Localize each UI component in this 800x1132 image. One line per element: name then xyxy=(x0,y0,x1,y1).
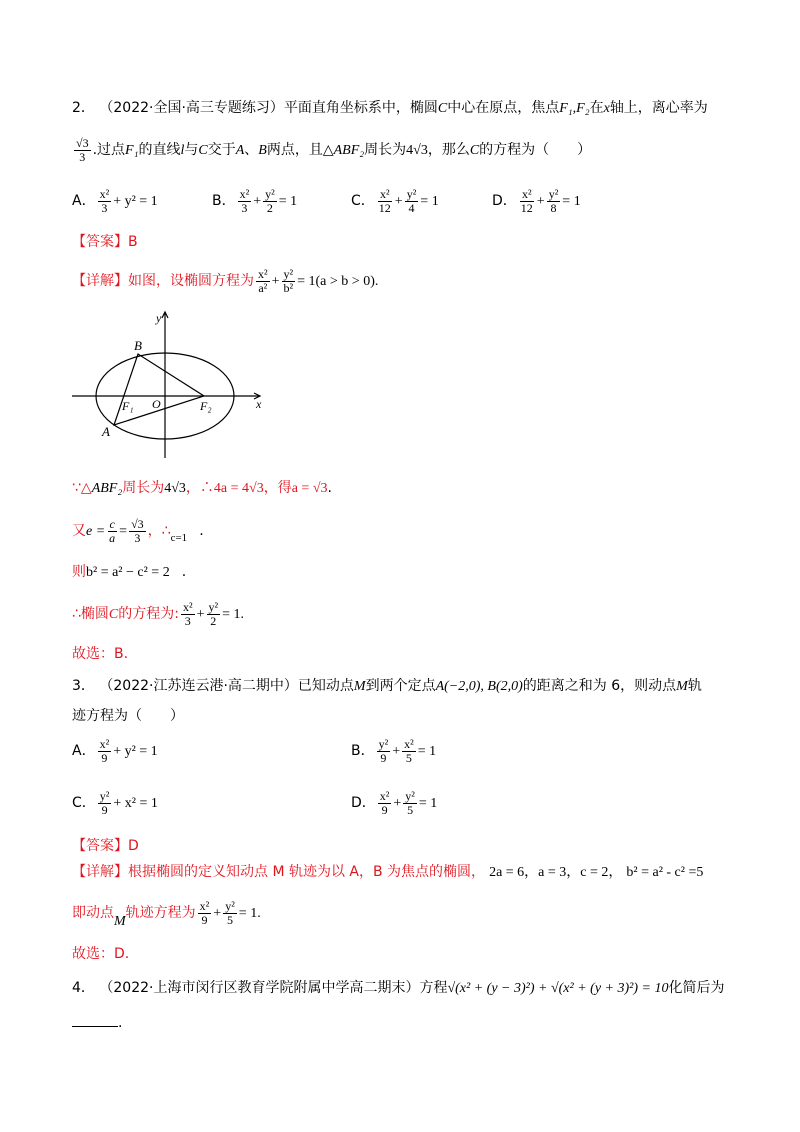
q2-step4: ∴椭圆C的方程为: $\frac{\text{x²}}{3}$ + $\frac{\text{y²}}{2}$ = 1. xyxy=(72,599,245,628)
math-var: F₁,F₂ xyxy=(559,101,590,116)
ellipse-figure xyxy=(72,308,272,468)
math-var: F₁ xyxy=(125,143,139,158)
math-var: x xyxy=(603,101,610,116)
math-var: C xyxy=(198,143,208,158)
q4-stem-line2: . xyxy=(72,1012,122,1033)
label-f1: F₁ xyxy=(122,399,134,413)
fraction: $\frac{√3}{3}$ xyxy=(76,135,89,164)
stem-text: 交于 xyxy=(207,142,236,158)
triangle-abf2 xyxy=(114,354,204,425)
math-var: B xyxy=(258,143,267,158)
stem-text: 与 xyxy=(184,142,199,158)
stem-text: 、 xyxy=(244,142,259,158)
label-x: x xyxy=(256,397,262,411)
q3-option-c[interactable]: C． $\frac{\text{y²}}{9}$ + x² = 1 xyxy=(72,788,158,817)
q2-option-a[interactable]: A． $\frac{\text{x²}}{3}$ + y² = 1 xyxy=(72,186,158,215)
q4-stem-line1: 4． （2022·上海市闵行区教育学院附属中学高二期末）方程√(x² + (y − 3)²) + √(x² + (y + 3)²) = 10化简后为 xyxy=(72,980,725,996)
stem-text: 周长为 xyxy=(364,142,407,158)
stem-text: .过点 xyxy=(92,142,126,158)
q3-stem-line1: 3． （2022·江苏连云港·高二期中）已知动点M到两个定点A(−2,0), B(2,0)的距离之和为 6，则动点M轨 xyxy=(72,678,702,694)
label-a: A xyxy=(102,424,110,439)
q2-stem-line1 xyxy=(72,98,708,119)
q2-detail: 【详解】如图，设椭圆方程为 $\frac{\text{x²}}{\text{a²}}$ + $\frac{\text{y²}}{\text{b²}}$ = 1(a > b > 0). xyxy=(72,266,379,295)
math-var: C xyxy=(469,143,480,158)
stem-text: 平面直角坐标系中，椭圆 xyxy=(283,100,438,116)
question-source: （2022·江苏连云港·高二期中） xyxy=(99,678,298,694)
q3-choose: 故选：D. xyxy=(72,946,130,962)
q2-step1: ∵△ABF₂周长为4√3，∴4a = 4√3，得a = √3. xyxy=(72,480,332,496)
stem-text: 的方程为（ ） xyxy=(479,142,592,158)
q2-option-d[interactable]: D． $\frac{\text{x²}}{12}$ + $\frac{\text{y²}}{8}$ = 1 xyxy=(492,186,581,215)
math-expr: 4√3 xyxy=(406,143,428,158)
math-var: C xyxy=(437,101,448,116)
question-number: 4． xyxy=(72,980,95,996)
stem-text: 轴上，离心率为 xyxy=(609,100,708,116)
q2-option-c[interactable]: C． $\frac{\text{x²}}{12}$ + $\frac{\text{y²}}{4}$ = 1 xyxy=(351,186,439,215)
q3-step1: 即动点M轨迹方程为 $\frac{\text{x²}}{9}$ + $\frac{\text{y²}}{5}$ = 1. xyxy=(72,898,261,929)
label-f2: F₂ xyxy=(200,399,212,413)
math-var: ABF₂ xyxy=(333,143,365,158)
stem-text: 的直线 xyxy=(138,142,181,158)
answer-blank[interactable] xyxy=(72,1012,118,1027)
question-number: 3． xyxy=(72,678,95,694)
math-var: A xyxy=(235,143,245,158)
label-y: y xyxy=(156,311,162,325)
q2-step3: 则b² = a² − c² = 2 . xyxy=(72,564,187,580)
q3-option-a[interactable]: A． $\frac{\text{x²}}{9}$ + y² = 1 xyxy=(72,736,158,765)
stem-text: 两点，且△ xyxy=(266,142,334,158)
question-number: 2． xyxy=(72,100,95,116)
q3-detail: 【详解】根据椭圆的定义知动点 M 轨迹为以 A，B 为焦点的椭圆， 2a = 6，a = 3，c = 2， b² = a² - c² =5 xyxy=(72,864,704,880)
question-source: （2022·全国·高三专题练习） xyxy=(99,100,284,116)
math-var: l xyxy=(180,143,185,158)
q2-choose: 故选：B. xyxy=(72,646,129,662)
q3-option-d[interactable]: D． $\frac{\text{x²}}{9}$ + $\frac{\text{y²}}{5}$ = 1 xyxy=(351,788,438,817)
stem-text: 中心在原点，焦点 xyxy=(447,100,560,116)
q3-stem-line2: 迹方程为（ ） xyxy=(72,708,184,724)
q3-option-b[interactable]: B． $\frac{\text{y²}}{9}$ + $\frac{\text{x²}}{5}$ = 1 xyxy=(351,736,437,765)
stem-text: ，那么 xyxy=(427,142,470,158)
question-source: （2022·上海市闵行区教育学院附属中学高二期末） xyxy=(99,980,420,996)
stem-text: 在 xyxy=(589,100,604,116)
label-o: O xyxy=(152,397,161,411)
q3-answer: 【答案】D xyxy=(72,838,139,854)
q2-stem-line2 xyxy=(72,135,591,166)
q2-option-b[interactable]: B． $\frac{\text{x²}}{3}$ + $\frac{\text{y²}}{2}$ = 1 xyxy=(212,186,298,215)
q2-step2: 又e = $\frac{c}{a}$ = $\frac{√3}{3}$ ，$\therefore_{c=1}$ . xyxy=(72,516,204,545)
q2-answer: 【答案】B xyxy=(72,234,138,250)
label-b: B xyxy=(134,338,142,353)
